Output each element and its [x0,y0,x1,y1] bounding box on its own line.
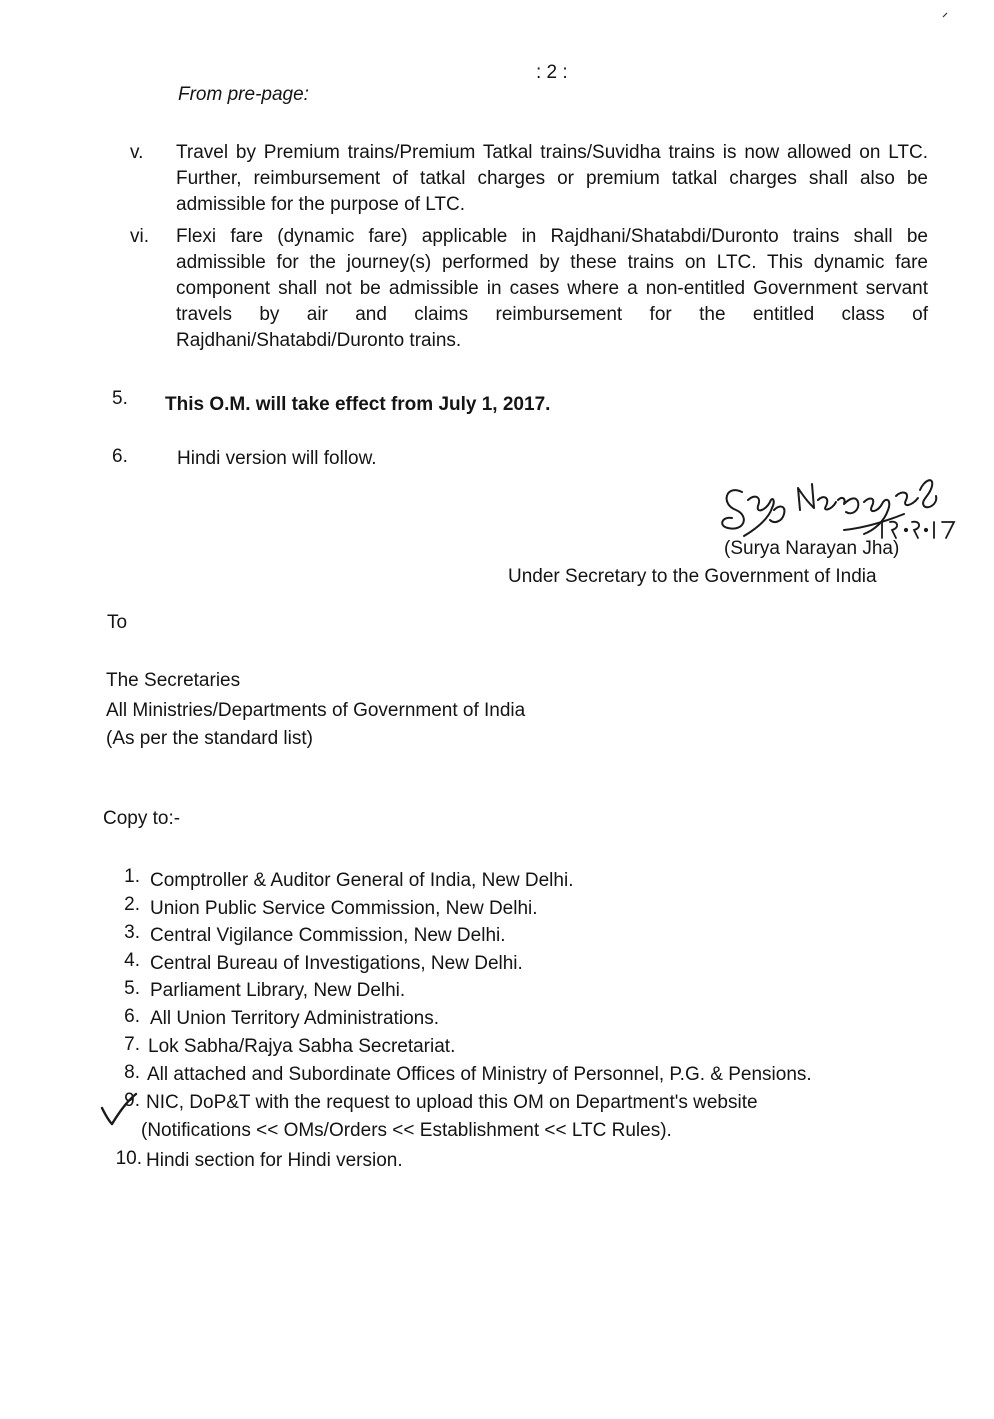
copy-item-number: 3. [124,922,140,943]
copy-item-text: All attached and Subordinate Offices of Ministry of Personnel, P.G. & Pensions. [147,1064,812,1085]
copy-item-text: Lok Sabha/Rajya Sabha Secretariat. [148,1036,456,1057]
signatory-name: (Surya Narayan Jha) [724,538,900,559]
copy-item-text: Central Bureau of Investigations, New Delhi. [150,953,523,974]
hindi-version-text: Hindi version will follow. [177,448,377,469]
addressee-line-2: All Ministries/Departments of Government of India [106,700,526,721]
item-text-vi: Flexi fare (dynamic fare) applicable in Rajdhani/Shatabdi/Duronto trains shall be admissible for the journey(s) performed by these trains on LTC. This dynamic fare component shall not be admissible in cases where a non-entitled Government servant travels by air and claims reimbursement for the entitled class of Rajdhani/Shatabdi/Duronto trains. [176,226,928,351]
signatory-title: Under Secretary to the Government of India [508,566,877,587]
item-marker-v: v. [130,142,144,163]
copy-item-text: Hindi section for Hindi version. [146,1150,403,1171]
copy-item-number: 7. [124,1034,140,1055]
handwritten-tick-icon [98,1090,138,1130]
copy-item-text: NIC, DoP&T with the request to upload this OM on Department's website [146,1092,758,1113]
copy-item-number: 6. [124,1006,140,1027]
copy-item-number: 5. [124,978,140,999]
copy-item-number: 1. [124,866,140,887]
copy-item-number: 2. [124,894,140,915]
effective-date-text: This O.M. will take effect from July 1, 2017. [165,394,551,415]
copy-item-text: Parliament Library, New Delhi. [150,980,406,1001]
continuation-note: From pre-page: [178,84,309,105]
copy-item-text: Comptroller & Auditor General of India, New Delhi. [150,870,574,891]
pen-mark [942,12,948,18]
copy-item-text: Central Vigilance Commission, New Delhi. [150,925,506,946]
addressee-line-1: The Secretaries [106,670,241,691]
copy-item-text-continued: (Notifications << OMs/Orders << Establishment << LTC Rules). [141,1120,672,1141]
copy-item-text: Union Public Service Commission, New Delhi. [150,898,538,919]
paragraph-number-5: 5. [112,388,128,409]
copy-item-number: 10. [115,1148,142,1169]
item-text-v: Travel by Premium trains/Premium Tatkal trains/Suvidha trains is now allowed on LTC. Further, reimbursement of tatkal charges or premium tatkal charges shall also be admissible for the purpose of LTC. [176,142,928,215]
paragraph-number-6: 6. [112,446,128,467]
copy-item-number: 4. [124,950,140,971]
copy-item-number: 9. [124,1090,140,1111]
page-number: : 2 : [536,62,568,83]
copy-item-text: All Union Territory Administrations. [150,1008,439,1029]
item-marker-vi: vi. [130,226,149,247]
addressee-line-3: (As per the standard list) [106,728,313,749]
to-label: To [107,612,128,633]
copy-item-number: 8. [124,1062,140,1083]
copy-to-label: Copy to:- [103,808,181,829]
